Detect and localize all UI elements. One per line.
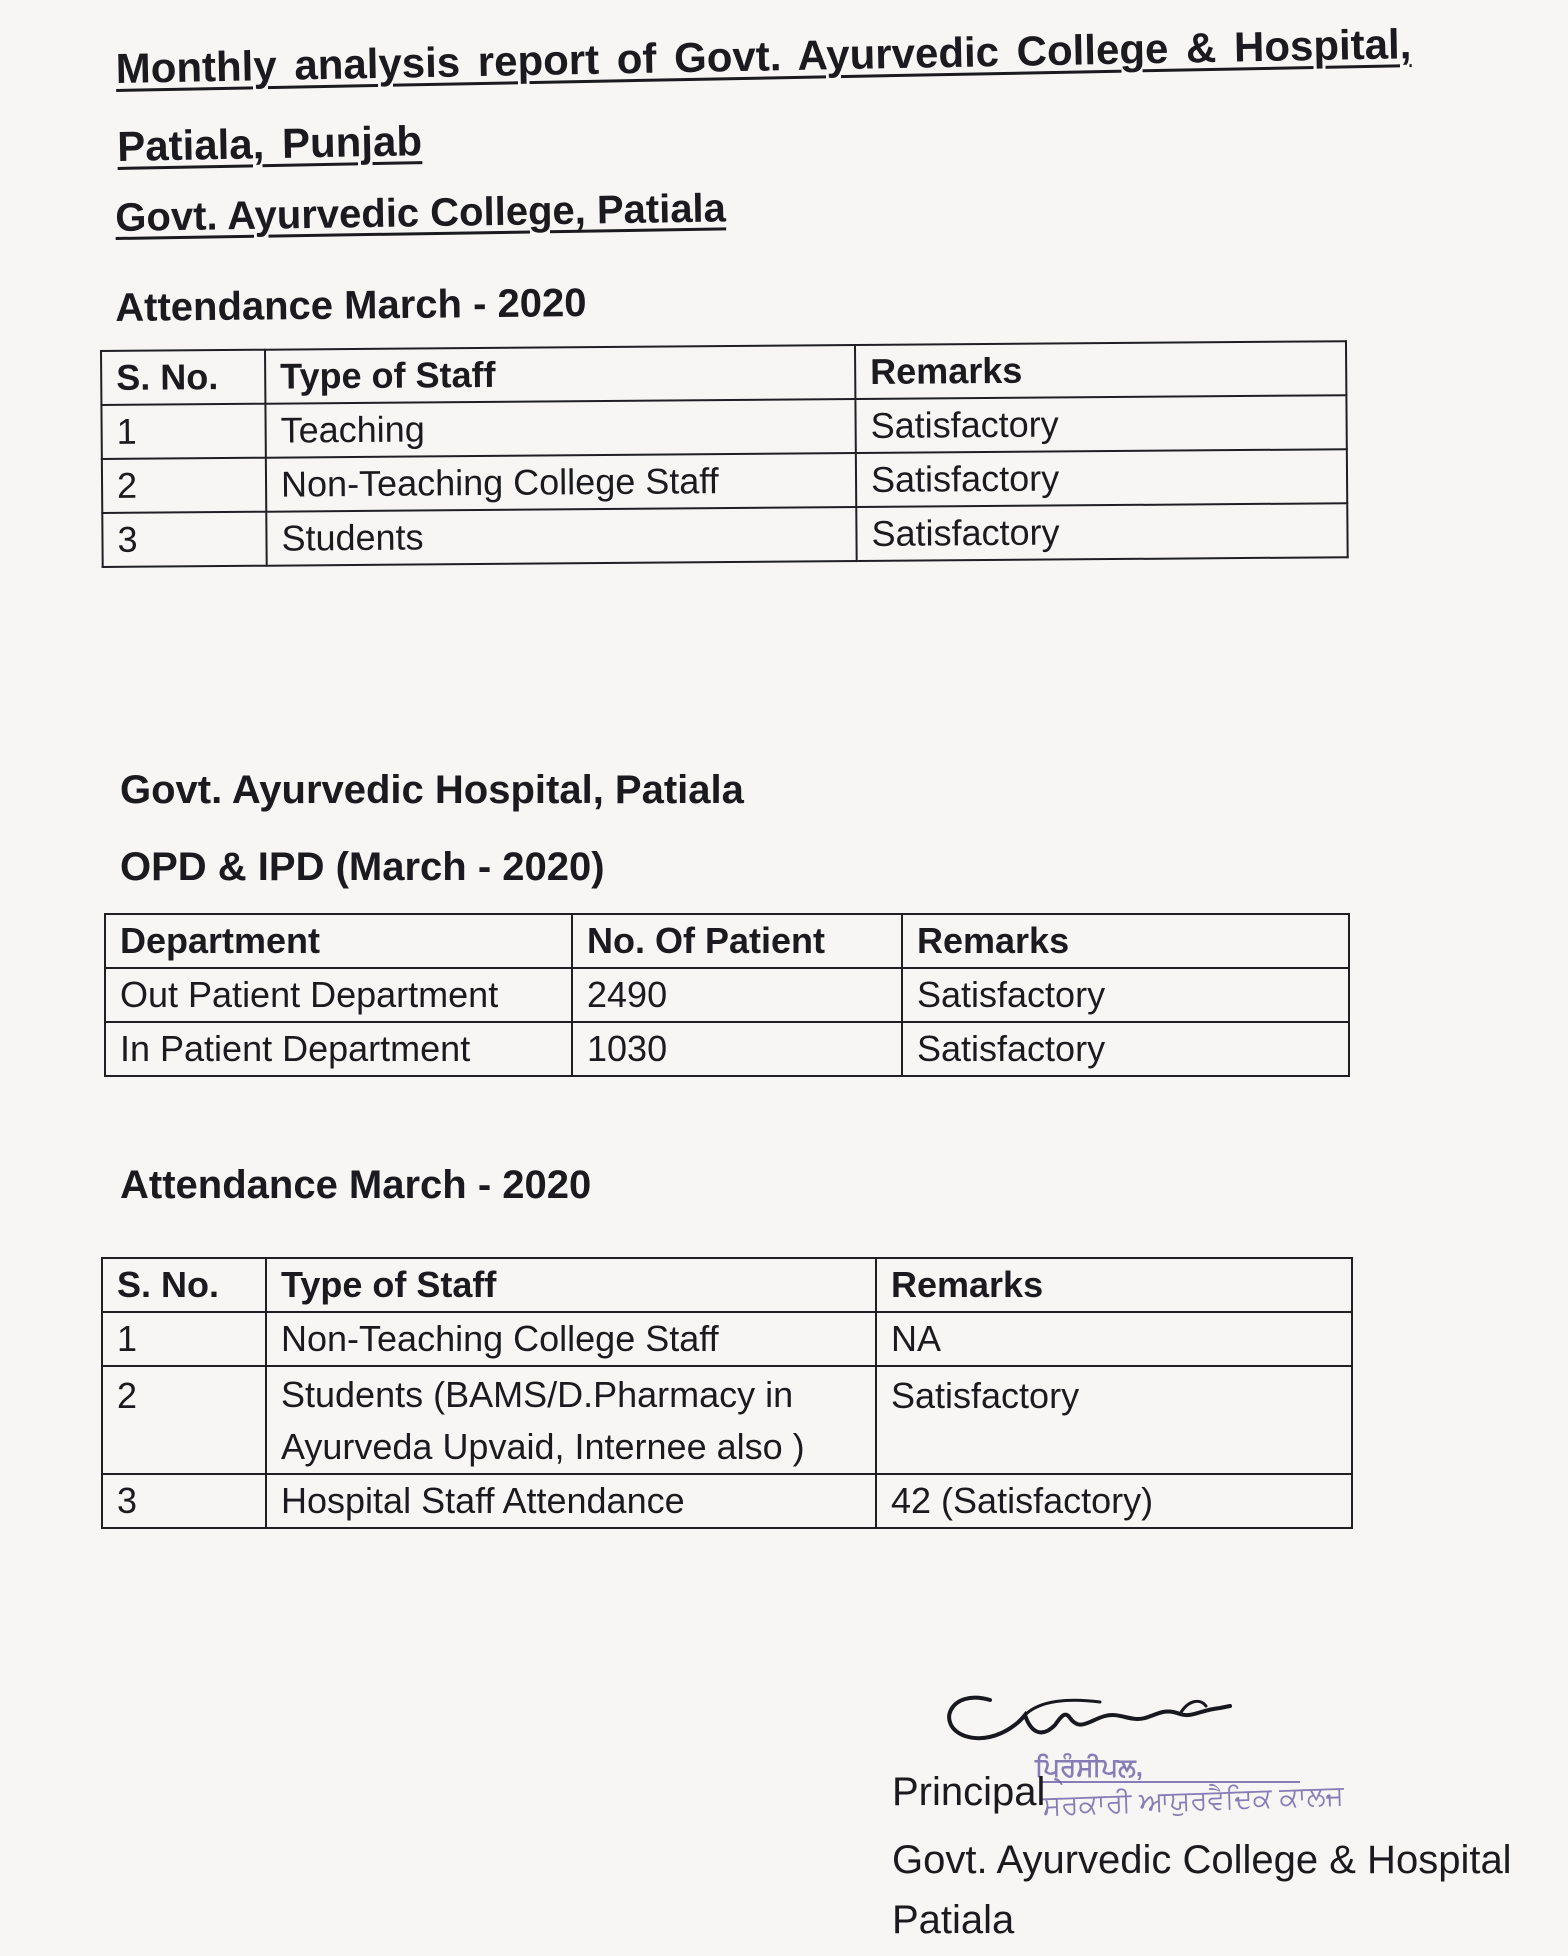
table-header-row bbox=[101, 341, 1346, 405]
cell-remarks: Satisfactory bbox=[855, 395, 1346, 453]
header-no-of-patient: No. Of Patient bbox=[572, 914, 902, 968]
table-row bbox=[102, 1366, 1352, 1474]
stamp-rule bbox=[1040, 1781, 1300, 1783]
signatory-role: Principal bbox=[892, 1770, 1046, 1814]
header-type-of-staff: Type of Staff bbox=[265, 345, 855, 404]
cell-sno: 3 bbox=[102, 1474, 266, 1528]
cell-remarks: 42 (Satisfactory) bbox=[876, 1474, 1352, 1528]
cell-type: Students (BAMS/D.Pharmacy in Ayurveda Upvaid, Internee also ) bbox=[266, 1366, 876, 1474]
college-attendance-heading: Attendance March - 2020 bbox=[115, 281, 587, 330]
cell-type: Non-Teaching College Staff bbox=[266, 453, 856, 512]
cell-type: Non-Teaching College Staff bbox=[266, 1312, 876, 1366]
table-row bbox=[102, 503, 1347, 567]
cell-patients: 1030 bbox=[572, 1022, 902, 1076]
cell-sno: 2 bbox=[102, 1366, 266, 1474]
document-title: Monthly analysis report of Govt. Ayurvedic College & Hospital, Patiala, Punjab bbox=[115, 20, 1412, 170]
cell-department: In Patient Department bbox=[105, 1022, 572, 1076]
cell-sno: 3 bbox=[102, 512, 266, 567]
cell-sno: 2 bbox=[102, 458, 266, 513]
opd-ipd-heading: OPD & IPD (March - 2020) bbox=[120, 845, 605, 889]
cell-remarks: Satisfactory bbox=[902, 1022, 1349, 1076]
hospital-heading: Govt. Ayurvedic Hospital, Patiala bbox=[120, 768, 744, 812]
cell-patients: 2490 bbox=[572, 968, 902, 1022]
opd-ipd-table bbox=[104, 913, 1350, 1077]
table-row bbox=[102, 1312, 1352, 1366]
table-row bbox=[105, 1022, 1349, 1076]
header-remarks: Remarks bbox=[902, 914, 1349, 968]
cell-type: Teaching bbox=[265, 399, 855, 458]
table-row bbox=[102, 449, 1347, 513]
header-sno: S. No. bbox=[101, 350, 265, 405]
hospital-attendance-table bbox=[101, 1257, 1353, 1529]
table-row bbox=[101, 395, 1346, 459]
header-type-of-staff: Type of Staff bbox=[266, 1258, 876, 1312]
cell-remarks: Satisfactory bbox=[856, 449, 1347, 507]
header-department: Department bbox=[105, 914, 572, 968]
cell-department: Out Patient Department bbox=[105, 968, 572, 1022]
header-remarks: Remarks bbox=[855, 341, 1346, 399]
table-header-row bbox=[102, 1258, 1352, 1312]
table-row bbox=[105, 968, 1349, 1022]
college-heading: Govt. Ayurvedic College, Patiala bbox=[115, 186, 727, 240]
cell-remarks: NA bbox=[876, 1312, 1352, 1366]
table-row bbox=[102, 1474, 1352, 1528]
cell-sno: 1 bbox=[102, 1312, 266, 1366]
hospital-attendance-heading: Attendance March - 2020 bbox=[120, 1163, 592, 1207]
college-attendance-table bbox=[100, 340, 1349, 568]
signatory-city: Patiala bbox=[892, 1898, 1015, 1942]
header-remarks: Remarks bbox=[876, 1258, 1352, 1312]
signatory-institution: Govt. Ayurvedic College & Hospital bbox=[892, 1838, 1512, 1882]
signature-block bbox=[890, 1670, 1540, 1950]
cell-remarks: Satisfactory bbox=[902, 968, 1349, 1022]
cell-sno: 1 bbox=[101, 404, 265, 459]
cell-type: Hospital Staff Attendance bbox=[266, 1474, 876, 1528]
header-sno: S. No. bbox=[102, 1258, 266, 1312]
stamp-line-2: ਸਰਕਾਰੀ ਆਯੁਰਵੈਦਿਕ ਕਾਲਜ bbox=[1042, 1779, 1345, 1821]
stamp-line-1: ਪ੍ਰਿੰਸੀਪਲ, bbox=[1035, 1752, 1143, 1782]
cell-remarks: Satisfactory bbox=[856, 503, 1347, 561]
cell-remarks: Satisfactory bbox=[876, 1366, 1352, 1474]
cell-type: Students bbox=[266, 507, 856, 566]
table-header-row bbox=[105, 914, 1349, 968]
